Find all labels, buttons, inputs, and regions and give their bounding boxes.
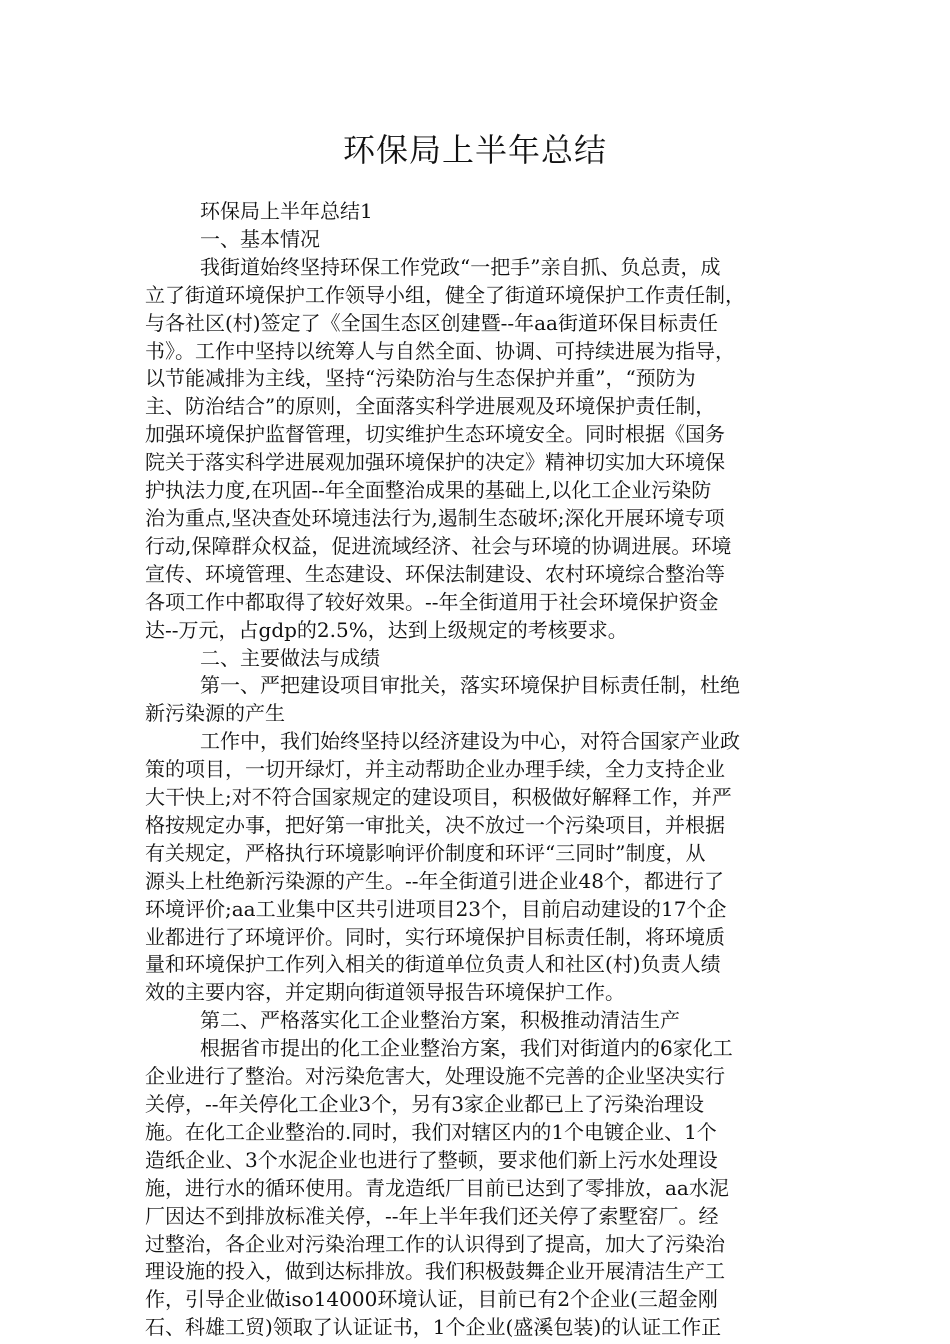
body-line: 作，引导企业做iso14000环境认证，目前已有2个企业(三超金刚 xyxy=(145,1287,718,1312)
body-line: 造纸企业、3个水泥企业也进行了整顿，要求他们新上污水处理设 xyxy=(145,1147,718,1172)
body-line: 理设施的投入，做到达标排放。我们积极鼓舞企业开展清洁生产工 xyxy=(145,1259,725,1284)
document-title: 环保局上半年总结 xyxy=(342,131,607,169)
body-line: 院关于落实科学进展观加强环境保护的决定》精神切实加大环境保 xyxy=(145,450,725,475)
body-line: 加强环境保护监督管理，切实维护生态环境安全。同时根据《国务 xyxy=(145,422,725,447)
body-line: 石、科雄工贸)领取了认证证书，1个企业(盛溪包装)的认证工作正 xyxy=(145,1315,722,1340)
body-line: 厂因达不到排放标准关停，--年上半年我们还关停了索墅窑厂。经 xyxy=(145,1203,719,1228)
body-line: 关停，--年关停化工企业3个，另有3家企业都已上了污染治理设 xyxy=(145,1092,704,1116)
body-line: 我街道始终坚持环保工作党政“一把手”亲自抓、负总责，成 xyxy=(200,254,721,279)
body-line: 过整治，各企业对污染治理工作的认识得到了提高，加大了污染治 xyxy=(145,1231,725,1256)
body-line: 达--万元，占gdp的2.5%，达到上级规定的考核要求。 xyxy=(145,617,628,642)
body-line: 以节能减排为主线，坚持“污染防治与生态保护并重”，“预防为 xyxy=(145,366,696,391)
document-body xyxy=(145,198,807,1342)
body-line: 施，进行水的循环使用。青龙造纸厂目前已达到了零排放，aa水泥 xyxy=(145,1175,729,1200)
body-line: 一、基本情况 xyxy=(200,226,320,251)
body-line: 业都进行了环境评价。同时，实行环境保护目标责任制，将环境质 xyxy=(145,924,725,949)
body-line: 效的主要内容，并定期向街道领导报告环境保护工作。 xyxy=(145,980,625,1005)
body-line: 二、主要做法与成绩 xyxy=(200,645,380,670)
body-line: 有关规定，严格执行环境影响评价制度和环评“三同时”制度，从 xyxy=(145,840,706,865)
body-line: 治为重点,坚决查处环境违法行为,遏制生态破坏;深化开展环境专项 xyxy=(145,505,725,530)
body-line: 工作中，我们始终坚持以经济建设为中心，对符合国家产业政 xyxy=(200,729,740,754)
body-line: 源头上杜绝新污染源的产生。--年全街道引进企业48个，都进行了 xyxy=(145,868,724,893)
body-line: 格按规定办事，把好第一审批关，决不放过一个污染项目，并根据 xyxy=(145,812,725,837)
body-line: 主、防治结合”的原则，全面落实科学进展观及环境保护责任制， xyxy=(145,394,716,419)
body-line: 策的项目，一切开绿灯，并主动帮助企业办理手续，全力支持企业 xyxy=(145,757,725,782)
body-line: 量和环境保护工作列入相关的街道单位负责人和社区(村)负责人绩 xyxy=(145,952,721,977)
body-line: 第一、严把建设项目审批关，落实环境保护目标责任制，杜绝 xyxy=(200,673,740,698)
body-line: 根据省市提出的化工企业整治方案，我们对街道内的6家化工 xyxy=(200,1036,733,1061)
body-line: 书》。工作中坚持以统筹人与自然全面、协调、可持续进展为指导， xyxy=(145,338,735,363)
body-line: 大干快上;对不符合国家规定的建设项目，积极做好解释工作，并严 xyxy=(145,785,732,810)
body-line: 环保局上半年总结1 xyxy=(200,199,373,223)
body-line: 护执法力度,在巩固--年全面整治成果的基础上,以化工企业污染防 xyxy=(145,478,712,503)
body-line: 宣传、环境管理、生态建设、环保法制建设、农村环境综合整治等 xyxy=(145,561,725,586)
body-line: 立了街道环境保护工作领导小组，健全了街道环境保护工作责任制， xyxy=(145,282,745,307)
body-line: 环境评价;aa工业集中区共引进项目23个，目前启动建设的17个企 xyxy=(145,896,727,921)
body-line: 各项工作中都取得了较好效果。--年全街道用于社会环境保护资金 xyxy=(145,589,719,614)
body-line: 新污染源的产生 xyxy=(145,701,285,726)
body-line: 施。在化工企业整治的.同时，我们对辖区内的1个电镀企业、1个 xyxy=(145,1119,717,1144)
body-line: 与各社区(村)签定了《全国生态区创建暨--年aa街道环保目标责任 xyxy=(145,310,718,335)
body-line: 第二、严格落实化工企业整治方案，积极推动清洁生产 xyxy=(200,1008,680,1033)
body-line: 行动,保障群众权益，促进流域经济、社会与环境的协调进展。环境 xyxy=(145,533,732,558)
body-line: 企业进行了整治。对污染危害大，处理设施不完善的企业坚决实行 xyxy=(145,1064,725,1089)
